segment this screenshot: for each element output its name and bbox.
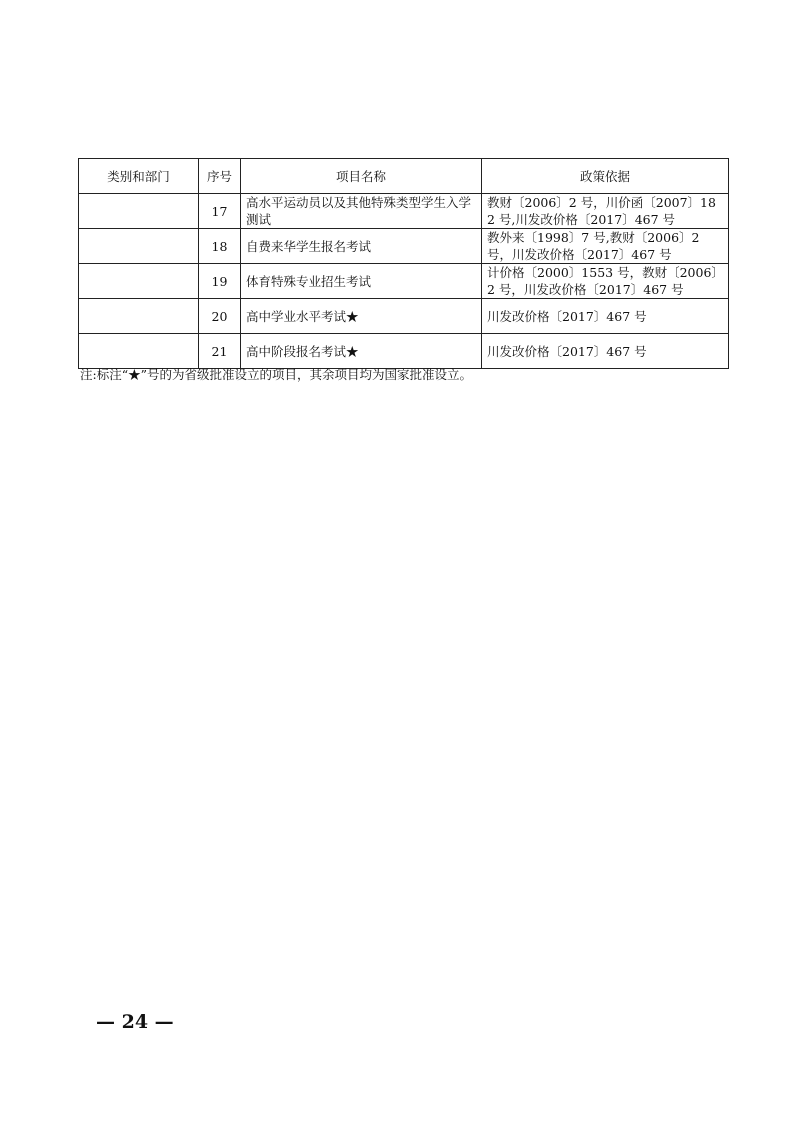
header-seq: 序号: [199, 159, 241, 194]
table-footnote: 注:标注“★”号的为省级批准设立的项目，其余项目均为国家批准设立。: [80, 367, 472, 382]
row-name: 体育特殊专业招生考试: [241, 264, 482, 299]
row-basis: 川发改价格〔2017〕467 号: [482, 299, 729, 334]
header-name: 项目名称: [241, 159, 482, 194]
row-name: 高中阶段报名考试★: [241, 334, 482, 369]
header-basis: 政策依据: [482, 159, 729, 194]
row-category: [79, 229, 199, 264]
row-category: [79, 264, 199, 299]
row-basis: 教外来〔1998〕7 号,教财〔2006〕2 号，川发改价格〔2017〕467 号: [482, 229, 729, 264]
table-row: [79, 229, 729, 264]
row-seq: 17: [199, 194, 241, 229]
row-seq: 18: [199, 229, 241, 264]
fee-items-table: [78, 158, 729, 369]
page-number: — 24 —: [96, 1011, 174, 1033]
row-category: [79, 194, 199, 229]
header-category: 类别和部门: [79, 159, 199, 194]
row-basis: 川发改价格〔2017〕467 号: [482, 334, 729, 369]
row-name: 高中学业水平考试★: [241, 299, 482, 334]
table-row: [79, 194, 729, 229]
row-basis: 教财〔2006〕2 号，川价函〔2007〕182 号,川发改价格〔2017〕467 号: [482, 194, 729, 229]
row-category: [79, 334, 199, 369]
row-name: 高水平运动员以及其他特殊类型学生入学测试: [241, 194, 482, 229]
row-basis: 计价格〔2000〕1553 号，教财〔2006〕2 号，川发改价格〔2017〕467 号: [482, 264, 729, 299]
row-seq: 21: [199, 334, 241, 369]
row-category: [79, 299, 199, 334]
table-header-row: [79, 159, 729, 194]
table-row: [79, 334, 729, 369]
row-seq: 19: [199, 264, 241, 299]
table-row: [79, 264, 729, 299]
row-name: 自费来华学生报名考试: [241, 229, 482, 264]
table-row: [79, 299, 729, 334]
row-seq: 20: [199, 299, 241, 334]
